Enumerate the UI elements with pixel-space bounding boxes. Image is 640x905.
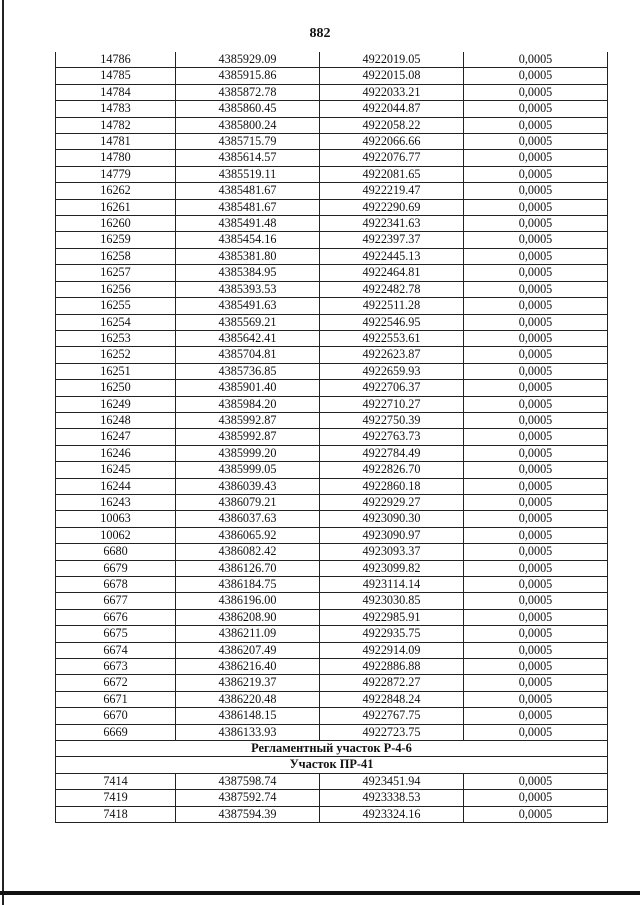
section-title: Регламентный участок Р-4-6 [56,741,608,757]
point-id-cell: 7414 [56,773,176,789]
accuracy-cell: 0,0005 [464,68,608,84]
table-row [56,773,608,789]
y-coordinate-cell: 4922290.69 [320,199,464,215]
y-coordinate-cell: 4922033.21 [320,84,464,100]
point-id-cell: 16243 [56,494,176,510]
accuracy-cell: 0,0005 [464,248,608,264]
point-id-cell: 6674 [56,642,176,658]
x-coordinate-cell: 4387598.74 [176,773,320,789]
y-coordinate-cell: 4922623.87 [320,347,464,363]
x-coordinate-cell: 4385491.48 [176,216,320,232]
section-row [56,741,608,757]
point-id-cell: 16255 [56,298,176,314]
x-coordinate-cell: 4385519.11 [176,166,320,182]
accuracy-cell: 0,0005 [464,363,608,379]
point-id-cell: 16248 [56,412,176,428]
point-id-cell: 14783 [56,101,176,117]
point-id-cell: 16247 [56,429,176,445]
x-coordinate-cell: 4385929.09 [176,52,320,68]
accuracy-cell: 0,0005 [464,347,608,363]
accuracy-cell: 0,0005 [464,724,608,740]
y-coordinate-cell: 4922553.61 [320,330,464,346]
point-id-cell: 14784 [56,84,176,100]
y-coordinate-cell: 4922659.93 [320,363,464,379]
y-coordinate-cell: 4922058.22 [320,117,464,133]
x-coordinate-cell: 4387594.39 [176,806,320,822]
y-coordinate-cell: 4922445.13 [320,248,464,264]
x-coordinate-cell: 4385454.16 [176,232,320,248]
table-row [56,659,608,675]
accuracy-cell: 0,0005 [464,494,608,510]
x-coordinate-cell: 4385999.05 [176,462,320,478]
x-coordinate-cell: 4385704.81 [176,347,320,363]
table-row [56,101,608,117]
y-coordinate-cell: 4922848.24 [320,691,464,707]
accuracy-cell: 0,0005 [464,84,608,100]
point-id-cell: 16256 [56,281,176,297]
point-id-cell: 7419 [56,790,176,806]
x-coordinate-cell: 4385491.63 [176,298,320,314]
table-row [56,281,608,297]
y-coordinate-cell: 4922219.47 [320,183,464,199]
y-coordinate-cell: 4922482.78 [320,281,464,297]
x-coordinate-cell: 4386133.93 [176,724,320,740]
x-coordinate-cell: 4385715.79 [176,134,320,150]
accuracy-cell: 0,0005 [464,429,608,445]
table-row [56,68,608,84]
x-coordinate-cell: 4386216.40 [176,659,320,675]
x-coordinate-cell: 4385481.67 [176,183,320,199]
point-id-cell: 6680 [56,544,176,560]
accuracy-cell: 0,0005 [464,659,608,675]
y-coordinate-cell: 4923099.82 [320,560,464,576]
subsection-title: Участок ПР-41 [56,757,608,773]
y-coordinate-cell: 4922985.91 [320,609,464,625]
x-coordinate-cell: 4385381.80 [176,248,320,264]
accuracy-cell: 0,0005 [464,183,608,199]
accuracy-cell: 0,0005 [464,790,608,806]
y-coordinate-cell: 4923324.16 [320,806,464,822]
y-coordinate-cell: 4922826.70 [320,462,464,478]
accuracy-cell: 0,0005 [464,593,608,609]
accuracy-cell: 0,0005 [464,298,608,314]
x-coordinate-cell: 4386184.75 [176,577,320,593]
accuracy-cell: 0,0005 [464,281,608,297]
x-coordinate-cell: 4386082.42 [176,544,320,560]
y-coordinate-cell: 4923451.94 [320,773,464,789]
table-row [56,363,608,379]
accuracy-cell: 0,0005 [464,708,608,724]
x-coordinate-cell: 4385614.57 [176,150,320,166]
accuracy-cell: 0,0005 [464,150,608,166]
point-id-cell: 6670 [56,708,176,724]
accuracy-cell: 0,0005 [464,412,608,428]
table-row [56,478,608,494]
table-row [56,806,608,822]
accuracy-cell: 0,0005 [464,626,608,642]
y-coordinate-cell: 4922763.73 [320,429,464,445]
table-row [56,494,608,510]
point-id-cell: 6671 [56,691,176,707]
y-coordinate-cell: 4922914.09 [320,642,464,658]
table-row [56,691,608,707]
table-row [56,527,608,543]
table-row [56,150,608,166]
y-coordinate-cell: 4923090.97 [320,527,464,543]
y-coordinate-cell: 4922076.77 [320,150,464,166]
accuracy-cell: 0,0005 [464,265,608,281]
x-coordinate-cell: 4385984.20 [176,396,320,412]
x-coordinate-cell: 4385872.78 [176,84,320,100]
point-id-cell: 16251 [56,363,176,379]
table-row [56,675,608,691]
x-coordinate-cell: 4385915.86 [176,68,320,84]
point-id-cell: 16253 [56,330,176,346]
y-coordinate-cell: 4922784.49 [320,445,464,461]
table-row [56,52,608,68]
y-coordinate-cell: 4922767.75 [320,708,464,724]
point-id-cell: 14785 [56,68,176,84]
y-coordinate-cell: 4922019.05 [320,52,464,68]
y-coordinate-cell: 4923114.14 [320,577,464,593]
point-id-cell: 6679 [56,560,176,576]
y-coordinate-cell: 4922929.27 [320,494,464,510]
x-coordinate-cell: 4385393.53 [176,281,320,297]
point-id-cell: 6669 [56,724,176,740]
y-coordinate-cell: 4922750.39 [320,412,464,428]
table-row [56,462,608,478]
table-row [56,199,608,215]
accuracy-cell: 0,0005 [464,314,608,330]
scan-left-edge [2,0,4,905]
subsection-row [56,757,608,773]
accuracy-cell: 0,0005 [464,330,608,346]
point-id-cell: 16257 [56,265,176,281]
y-coordinate-cell: 4922015.08 [320,68,464,84]
accuracy-cell: 0,0005 [464,199,608,215]
accuracy-cell: 0,0005 [464,101,608,117]
page-number: 882 [309,26,331,41]
accuracy-cell: 0,0005 [464,560,608,576]
accuracy-cell: 0,0005 [464,396,608,412]
accuracy-cell: 0,0005 [464,216,608,232]
accuracy-cell: 0,0005 [464,642,608,658]
rows-bottom-group [56,773,608,822]
accuracy-cell: 0,0005 [464,52,608,68]
x-coordinate-cell: 4385736.85 [176,363,320,379]
x-coordinate-cell: 4386148.15 [176,708,320,724]
point-id-cell: 14782 [56,117,176,133]
x-coordinate-cell: 4385860.45 [176,101,320,117]
x-coordinate-cell: 4386220.48 [176,691,320,707]
table-row [56,117,608,133]
table-row [56,166,608,182]
point-id-cell: 16254 [56,314,176,330]
accuracy-cell: 0,0005 [464,117,608,133]
y-coordinate-cell: 4922723.75 [320,724,464,740]
table-row [56,183,608,199]
accuracy-cell: 0,0005 [464,544,608,560]
point-id-cell: 16260 [56,216,176,232]
point-id-cell: 14781 [56,134,176,150]
y-coordinate-cell: 4922886.88 [320,659,464,675]
table-row [56,593,608,609]
x-coordinate-cell: 4385569.21 [176,314,320,330]
x-coordinate-cell: 4386039.43 [176,478,320,494]
accuracy-cell: 0,0005 [464,806,608,822]
table-row [56,298,608,314]
point-id-cell: 16262 [56,183,176,199]
x-coordinate-cell: 4387592.74 [176,790,320,806]
y-coordinate-cell: 4923338.53 [320,790,464,806]
y-coordinate-cell: 4922546.95 [320,314,464,330]
x-coordinate-cell: 4386219.37 [176,675,320,691]
table-row [56,429,608,445]
x-coordinate-cell: 4386126.70 [176,560,320,576]
point-id-cell: 16258 [56,248,176,264]
point-id-cell: 10063 [56,511,176,527]
x-coordinate-cell: 4386211.09 [176,626,320,642]
accuracy-cell: 0,0005 [464,462,608,478]
table-row [56,84,608,100]
point-id-cell: 6672 [56,675,176,691]
point-id-cell: 16261 [56,199,176,215]
accuracy-cell: 0,0005 [464,675,608,691]
accuracy-cell: 0,0005 [464,577,608,593]
point-id-cell: 14786 [56,52,176,68]
y-coordinate-cell: 4922081.65 [320,166,464,182]
table-row [56,445,608,461]
y-coordinate-cell: 4922935.75 [320,626,464,642]
point-id-cell: 16252 [56,347,176,363]
table-row [56,248,608,264]
point-id-cell: 16245 [56,462,176,478]
y-coordinate-cell: 4922044.87 [320,101,464,117]
point-id-cell: 14780 [56,150,176,166]
point-id-cell: 6676 [56,609,176,625]
table-row [56,380,608,396]
table-row [56,134,608,150]
table-row [56,511,608,527]
table-row [56,544,608,560]
y-coordinate-cell: 4922706.37 [320,380,464,396]
coordinates-table-wrapper [55,52,607,823]
y-coordinate-cell: 4922066.66 [320,134,464,150]
section-group [56,741,608,774]
point-id-cell: 14779 [56,166,176,182]
point-id-cell: 16249 [56,396,176,412]
x-coordinate-cell: 4385800.24 [176,117,320,133]
table-row [56,314,608,330]
y-coordinate-cell: 4923030.85 [320,593,464,609]
y-coordinate-cell: 4922397.37 [320,232,464,248]
accuracy-cell: 0,0005 [464,232,608,248]
table-row [56,330,608,346]
accuracy-cell: 0,0005 [464,609,608,625]
point-id-cell: 16244 [56,478,176,494]
accuracy-cell: 0,0005 [464,166,608,182]
x-coordinate-cell: 4386208.90 [176,609,320,625]
x-coordinate-cell: 4385999.20 [176,445,320,461]
x-coordinate-cell: 4385642.41 [176,330,320,346]
x-coordinate-cell: 4385481.67 [176,199,320,215]
point-id-cell: 6678 [56,577,176,593]
x-coordinate-cell: 4386037.63 [176,511,320,527]
table-row [56,626,608,642]
table-row [56,577,608,593]
table-row [56,642,608,658]
x-coordinate-cell: 4385384.95 [176,265,320,281]
accuracy-cell: 0,0005 [464,691,608,707]
point-id-cell: 10062 [56,527,176,543]
y-coordinate-cell: 4922464.81 [320,265,464,281]
point-id-cell: 6675 [56,626,176,642]
x-coordinate-cell: 4386196.00 [176,593,320,609]
y-coordinate-cell: 4922860.18 [320,478,464,494]
scan-bottom-edge [0,891,640,895]
table-row [56,396,608,412]
table-row [56,216,608,232]
table-row [56,560,608,576]
x-coordinate-cell: 4386065.92 [176,527,320,543]
y-coordinate-cell: 4923090.30 [320,511,464,527]
point-id-cell: 6673 [56,659,176,675]
accuracy-cell: 0,0005 [464,511,608,527]
table-row [56,265,608,281]
point-id-cell: 16259 [56,232,176,248]
accuracy-cell: 0,0005 [464,478,608,494]
rows-top-group [56,52,608,741]
table-row [56,790,608,806]
x-coordinate-cell: 4385901.40 [176,380,320,396]
x-coordinate-cell: 4385992.87 [176,429,320,445]
y-coordinate-cell: 4922341.63 [320,216,464,232]
y-coordinate-cell: 4922511.28 [320,298,464,314]
x-coordinate-cell: 4386207.49 [176,642,320,658]
table-row [56,347,608,363]
accuracy-cell: 0,0005 [464,445,608,461]
y-coordinate-cell: 4923093.37 [320,544,464,560]
y-coordinate-cell: 4922710.27 [320,396,464,412]
y-coordinate-cell: 4922872.27 [320,675,464,691]
point-id-cell: 7418 [56,806,176,822]
accuracy-cell: 0,0005 [464,134,608,150]
coordinates-table [55,52,608,823]
accuracy-cell: 0,0005 [464,773,608,789]
point-id-cell: 6677 [56,593,176,609]
point-id-cell: 16246 [56,445,176,461]
table-row [56,708,608,724]
table-row [56,724,608,740]
accuracy-cell: 0,0005 [464,527,608,543]
x-coordinate-cell: 4385992.87 [176,412,320,428]
x-coordinate-cell: 4386079.21 [176,494,320,510]
table-row [56,232,608,248]
point-id-cell: 16250 [56,380,176,396]
table-row [56,412,608,428]
table-row [56,609,608,625]
accuracy-cell: 0,0005 [464,380,608,396]
